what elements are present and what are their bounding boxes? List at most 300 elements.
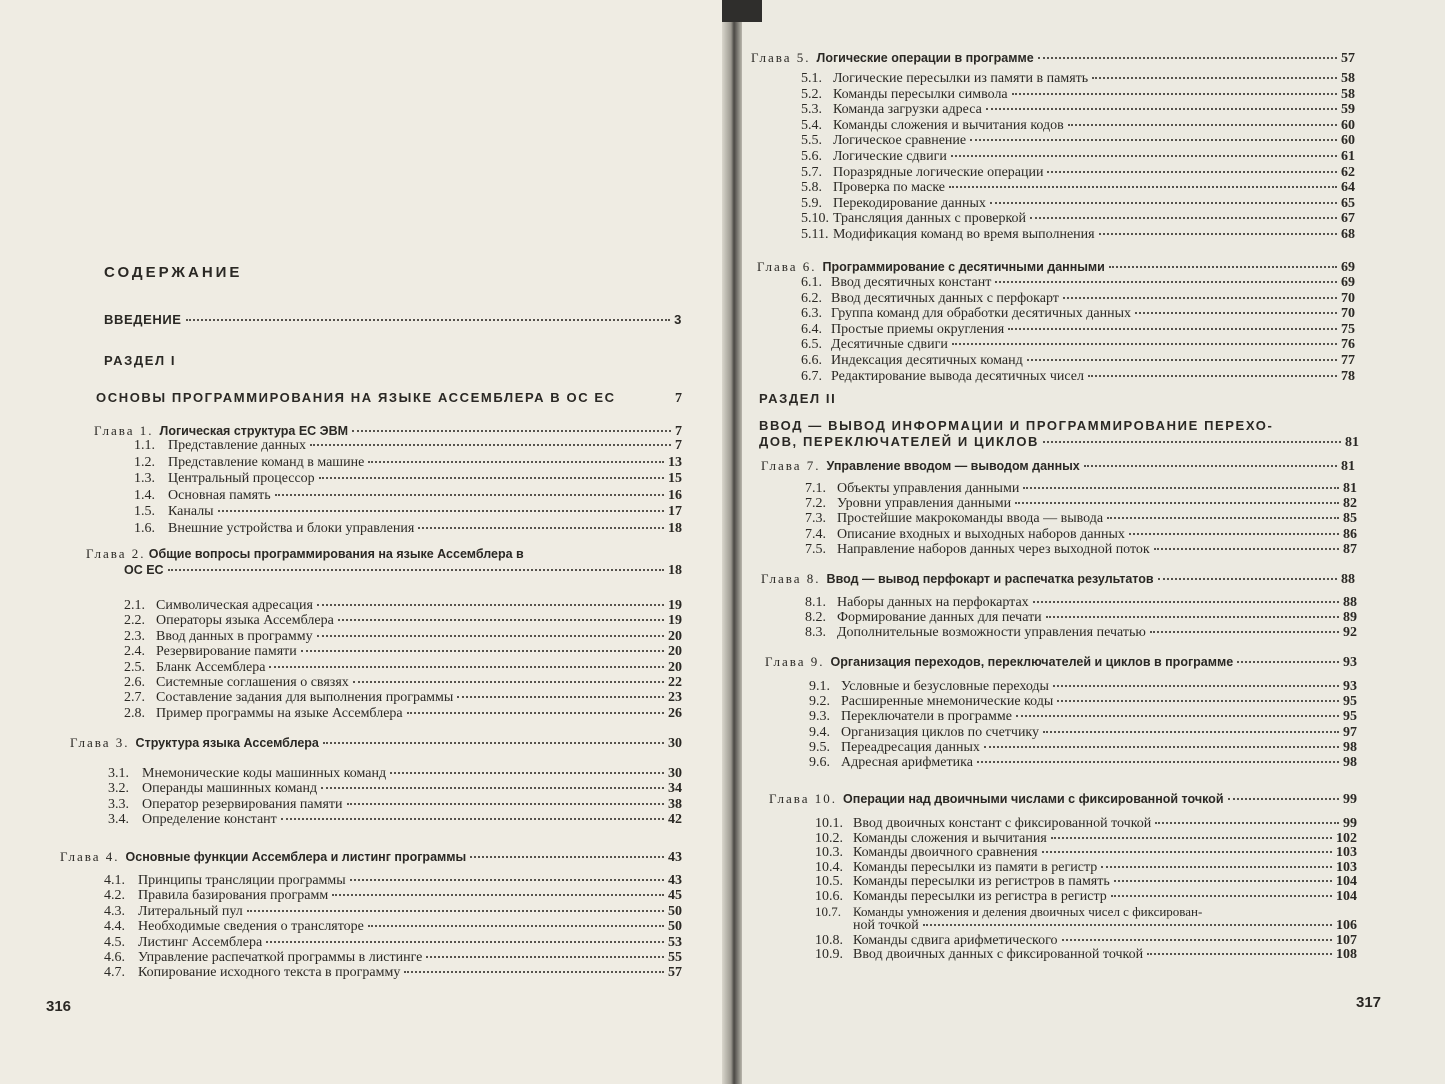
chapter-page: 93 <box>1343 655 1357 670</box>
toc-entry-text: Простые приемы округления <box>831 321 1005 337</box>
toc-entry-text: Наборы данных на перфокартах <box>837 595 1029 610</box>
toc-entry-number: 3.2. <box>108 781 129 797</box>
toc-entry-page: 13 <box>668 454 682 470</box>
toc-entry[interactable] <box>134 438 682 454</box>
toc-entry-text: Оператор резервирования памяти <box>142 796 343 812</box>
page-number-right: 317 <box>1356 994 1382 1011</box>
toc-entry-text: Ввод двоичных данных с фиксированной точкой <box>853 947 1144 963</box>
toc-entry[interactable] <box>104 904 682 920</box>
leader-dots <box>1088 375 1337 377</box>
chapter-2-heading-cont[interactable] <box>124 562 682 579</box>
toc-entry[interactable] <box>124 613 682 629</box>
toc-entry-text: Центральный процессор <box>168 471 315 487</box>
leader-dots <box>1099 233 1337 235</box>
toc-entry-number: 5.7. <box>801 164 822 180</box>
toc-entry-page: 70 <box>1341 306 1355 322</box>
toc-entry-number: 10.1. <box>815 816 843 831</box>
toc-entry-text: Направление наборов данных через выходной поток <box>837 541 1150 557</box>
toc-entry[interactable] <box>134 488 682 504</box>
chapter-title: Ввод — вывод перфокарт и распечатка результатов <box>826 572 1154 586</box>
toc-entry[interactable] <box>801 196 1355 212</box>
chapter-5-heading[interactable] <box>751 50 1355 67</box>
toc-entry-page: 85 <box>1343 511 1357 527</box>
toc-entry-number: 6.2. <box>801 290 822 306</box>
toc-entry-text: Дополнительные возможности управления печатью <box>837 625 1146 641</box>
toc-entry[interactable] <box>104 965 682 981</box>
toc-entry-page: 50 <box>668 919 682 935</box>
intro-entry[interactable] <box>104 312 682 328</box>
section1-page: 7 <box>675 391 682 406</box>
toc-entry-text: Символическая адресация <box>156 598 313 613</box>
toc-entry[interactable] <box>801 291 1355 307</box>
toc-entry[interactable] <box>801 102 1355 118</box>
toc-entry-page: 65 <box>1341 195 1355 211</box>
toc-entry[interactable] <box>805 481 1357 497</box>
leader-dots <box>275 494 664 496</box>
toc-entry[interactable] <box>124 690 682 706</box>
leader-dots <box>1027 359 1337 361</box>
toc-entry-number: 6.3. <box>801 306 822 322</box>
toc-entry-page: 55 <box>668 950 682 965</box>
toc-entry-number: 3.1. <box>108 766 129 781</box>
toc-entry[interactable] <box>801 211 1355 227</box>
toc-entry[interactable] <box>801 165 1355 181</box>
toc-entry[interactable] <box>124 629 682 645</box>
chapter-title: Логическая структура ЕС ЭВМ <box>159 424 349 438</box>
toc-entry-text: Составление задания для выполнения программы <box>156 690 454 706</box>
chapter-page: 99 <box>1343 792 1357 807</box>
chapter-title: Логические операции в программе <box>816 51 1034 65</box>
chapter-page: 57 <box>1341 51 1355 66</box>
leader-dots <box>266 941 664 943</box>
leader-dots <box>332 894 664 896</box>
toc-entry-text: Уровни управления данными <box>837 496 1012 512</box>
toc-entry[interactable] <box>801 322 1355 338</box>
chapter-title: Общие вопросы программирования на языке Ассемблера в <box>148 547 524 561</box>
toc-entry-page: 89 <box>1343 610 1357 626</box>
toc-entry[interactable] <box>809 755 1357 771</box>
leader-dots <box>418 527 664 529</box>
toc-entry-text: Команды сложения и вычитания <box>853 830 1047 846</box>
leader-dots <box>1114 880 1332 882</box>
toc-entry-number: 5.2. <box>801 86 822 102</box>
toc-entry-page: 75 <box>1341 321 1355 337</box>
leader-dots <box>1030 217 1337 219</box>
leader-dots <box>977 761 1339 763</box>
toc-entry[interactable] <box>108 766 682 782</box>
toc-entry-page: 67 <box>1341 211 1355 227</box>
leader-dots <box>990 202 1337 204</box>
chapter-title-cont: ОС ЕС <box>124 563 164 577</box>
leader-dots <box>949 186 1337 188</box>
toc-entry-number: 10.4. <box>815 859 843 875</box>
chapter-9-heading[interactable] <box>765 654 1357 671</box>
toc-entry-page: 19 <box>668 613 682 629</box>
toc-entry-text: Необходимые сведения о трансляторе <box>138 919 364 935</box>
toc-entry-page: 19 <box>668 598 682 613</box>
toc-entry-text: Команды пересылки символа <box>833 86 1008 102</box>
toc-entry-page: 43 <box>668 873 682 888</box>
toc-entry[interactable] <box>815 889 1357 905</box>
toc-entry-text: Резервирование памяти <box>156 644 297 660</box>
toc-entry-page: 23 <box>668 690 682 706</box>
toc-entry[interactable] <box>815 845 1357 861</box>
toc-entry-number: 5.8. <box>801 180 822 196</box>
toc-entry-page: 86 <box>1343 526 1357 542</box>
toc-entry-number: 9.5. <box>809 739 830 755</box>
toc-entry-number: 10.7. <box>815 903 841 919</box>
leader-dots <box>470 856 664 858</box>
toc-entry[interactable] <box>815 860 1357 876</box>
leader-dots <box>1147 953 1332 955</box>
toc-entry-page: 92 <box>1343 625 1357 641</box>
toc-entry[interactable] <box>104 873 682 889</box>
chapter-page: 18 <box>668 563 682 578</box>
toc-entry[interactable] <box>108 812 682 828</box>
toc-entry-text: Проверка по маске <box>833 180 946 196</box>
toc-entry-number: 7.3. <box>805 511 826 527</box>
toc-entry-text: Операнды машинных команд <box>142 781 318 797</box>
toc-entry-page: 77 <box>1341 353 1355 368</box>
toc-entry[interactable] <box>815 933 1357 949</box>
toc-entry-text: Ввод двоичных констант с фиксированной точкой <box>853 816 1152 831</box>
toc-entry-number: 1.5. <box>134 504 155 520</box>
leader-dots <box>1046 616 1339 618</box>
toc-entry-text: Основная память <box>168 487 271 503</box>
toc-entry-page: 42 <box>668 812 682 828</box>
leader-dots <box>426 956 664 958</box>
toc-entry-number: 10.9. <box>815 947 843 963</box>
toc-entry-page: 61 <box>1341 149 1355 164</box>
toc-entry-page: 99 <box>1343 816 1357 831</box>
toc-entry[interactable] <box>801 149 1355 165</box>
chapter-page: 43 <box>668 850 682 865</box>
leader-dots <box>1015 502 1339 504</box>
toc-entry-page: 22 <box>668 675 682 690</box>
toc-entry-text: Адресная арифметика <box>841 755 973 770</box>
toc-entry[interactable] <box>801 227 1355 243</box>
toc-entry[interactable] <box>104 919 682 935</box>
leader-dots <box>338 619 664 621</box>
leader-dots <box>1051 837 1332 839</box>
toc-entry-text: Принципы трансляции программы <box>138 873 346 888</box>
toc-entry[interactable] <box>108 797 682 813</box>
toc-entry-page: 34 <box>668 781 682 797</box>
toc-entry-number: 9.6. <box>809 755 830 770</box>
toc-entry-text: Ввод десятичных констант <box>831 275 992 290</box>
toc-entry[interactable] <box>124 644 682 660</box>
chapter-2-heading[interactable] <box>86 546 524 562</box>
chapter-4-heading[interactable] <box>60 849 682 866</box>
toc-entry-number: 10.5. <box>815 874 843 890</box>
leader-dots <box>1053 685 1339 687</box>
toc-entry[interactable] <box>805 527 1357 543</box>
leader-dots <box>1154 548 1339 550</box>
chapter-title: Программирование с десятичными данными <box>822 260 1105 274</box>
leader-dots <box>353 681 664 683</box>
toc-entry-page: 57 <box>668 965 682 981</box>
toc-entry-number: 10.8. <box>815 932 843 948</box>
chapter-label: Глава 7. <box>761 458 821 473</box>
chapter-6-heading[interactable] <box>757 259 1355 276</box>
toc-entry-page: 103 <box>1336 845 1357 861</box>
toc-entry-number: 10.6. <box>815 889 843 904</box>
toc-entry-number: 2.8. <box>124 705 145 721</box>
toc-entry[interactable] <box>805 511 1357 527</box>
section1-entry[interactable] <box>96 389 682 407</box>
toc-entry-page: 87 <box>1343 541 1357 557</box>
toc-entry-number: 6.6. <box>801 353 822 368</box>
toc-entry[interactable] <box>801 353 1355 369</box>
toc-entry[interactable] <box>134 471 682 487</box>
toc-entry-text: ной точкой <box>853 918 919 934</box>
toc-entry-page: 81 <box>1343 481 1357 496</box>
toc-entry[interactable] <box>104 888 682 904</box>
toc-entry[interactable] <box>809 694 1357 710</box>
section1-title: ОСНОВЫ ПРОГРАММИРОВАНИЯ НА ЯЗЫКЕ АССЕМБЛЕРА В ОС ЕС <box>96 390 616 405</box>
leader-dots <box>1042 851 1332 853</box>
section2-entry[interactable] <box>759 433 1359 451</box>
toc-entry-page: 106 <box>1336 918 1357 934</box>
toc-entry-number: 4.3. <box>104 903 125 919</box>
toc-entry[interactable] <box>134 521 682 537</box>
toc-entry-text: Объекты управления данными <box>837 481 1020 496</box>
toc-entry-number: 1.3. <box>134 471 155 487</box>
leader-dots <box>350 879 664 881</box>
toc-entry-number: 3.4. <box>108 812 129 828</box>
toc-entry-number: 5.11. <box>801 227 829 242</box>
toc-entry[interactable] <box>801 87 1355 103</box>
toc-entry[interactable] <box>801 180 1355 196</box>
toc-entry-text: Трансляция данных с проверкой <box>833 211 1027 227</box>
leader-dots <box>1023 487 1339 489</box>
toc-entry-page: 50 <box>668 903 682 919</box>
toc-entry-text: Команды пересылки из памяти в регистр <box>853 859 1098 875</box>
toc-entry[interactable] <box>809 709 1357 725</box>
toc-entry[interactable] <box>801 71 1355 87</box>
toc-entry[interactable] <box>809 725 1357 741</box>
toc-entry-page: 18 <box>668 521 682 536</box>
leader-dots <box>923 924 1332 926</box>
intro-text: ВВЕДЕНИЕ <box>104 312 182 327</box>
leader-dots <box>952 343 1337 345</box>
leader-dots <box>281 818 664 820</box>
toc-entry-page: 45 <box>668 888 682 904</box>
leader-dots <box>310 444 671 446</box>
toc-entry-text: Представление команд в машине <box>168 454 365 470</box>
toc-entry-text: Поразрядные логические операции <box>833 164 1044 180</box>
toc-entry-text: Определение констант <box>142 812 277 828</box>
toc-entry-text: Литеральный пул <box>138 903 243 919</box>
toc-entry[interactable] <box>108 781 682 797</box>
toc-entry-page: 76 <box>1341 337 1355 353</box>
chapter-title: Структура языка Ассемблера <box>135 736 319 750</box>
toc-entry-text: Копирование исходного текста в программу <box>138 965 401 981</box>
page-number-left: 316 <box>46 998 72 1015</box>
toc-entry-number: 1.6. <box>134 521 155 536</box>
toc-entry-page: 20 <box>668 628 682 644</box>
toc-entry-page: 20 <box>668 659 682 675</box>
toc-entry-number: 4.6. <box>104 950 125 965</box>
leader-dots <box>1033 601 1339 603</box>
toc-entry-text: Условные и безусловные переходы <box>841 679 1049 694</box>
toc-entry-page: 59 <box>1341 102 1355 118</box>
toc-entry-page: 98 <box>1343 755 1357 770</box>
toc-entry[interactable] <box>853 918 1357 934</box>
toc-entry-page: 62 <box>1341 164 1355 180</box>
toc-entry-number: 5.5. <box>801 133 822 149</box>
toc-entry-text: Правила базирования программ <box>138 888 329 904</box>
chapter-label: Глава 4. <box>60 849 120 864</box>
toc-entry[interactable] <box>124 706 682 722</box>
leader-dots <box>407 712 664 714</box>
toc-entry[interactable] <box>805 625 1357 641</box>
toc-entry-number: 2.2. <box>124 613 145 629</box>
toc-entry-text: Системные соглашения о связях <box>156 675 349 690</box>
leader-dots <box>1237 661 1339 663</box>
toc-entry[interactable] <box>815 947 1357 963</box>
contents-title: СОДЕРЖАНИЕ <box>104 264 243 281</box>
toc-entry-number: 5.10. <box>801 211 829 227</box>
toc-entry-text: Модификация команд во время выполнения <box>833 227 1095 242</box>
toc-entry[interactable] <box>124 660 682 676</box>
leader-dots <box>1063 297 1337 299</box>
toc-entry[interactable] <box>801 275 1355 291</box>
toc-entry-number: 8.2. <box>805 610 826 626</box>
toc-entry[interactable] <box>805 595 1357 611</box>
toc-entry[interactable] <box>134 504 682 520</box>
toc-entry-number: 9.1. <box>809 679 830 694</box>
toc-entry-page: 108 <box>1336 947 1357 963</box>
toc-entry[interactable] <box>805 610 1357 626</box>
leader-dots <box>1129 533 1339 535</box>
leader-dots <box>1008 328 1337 330</box>
toc-entry[interactable] <box>124 675 682 691</box>
toc-entry-text: Переадресация данных <box>841 739 980 755</box>
leader-dots <box>1155 822 1339 824</box>
toc-entry-number: 2.4. <box>124 644 145 660</box>
toc-entry-number: 7.1. <box>805 481 826 496</box>
chapter-label: Глава 2. <box>86 546 146 561</box>
toc-entry-number: 4.2. <box>104 888 125 904</box>
toc-entry-number: 4.5. <box>104 934 125 950</box>
chapter-label: Глава 8. <box>761 571 821 586</box>
toc-entry-number: 10.2. <box>815 830 843 846</box>
toc-entry-text: Описание входных и выходных наборов данных <box>837 526 1125 542</box>
toc-entry-text: Команды двоичного сравнения <box>853 845 1038 861</box>
toc-entry-number: 7.5. <box>805 541 826 557</box>
toc-entry-number: 6.7. <box>801 368 822 384</box>
chapter-3-heading[interactable] <box>70 735 682 752</box>
toc-entry-text: Логическое сравнение <box>833 133 967 149</box>
toc-entry-text: Управление распечаткой программы в листинге <box>138 950 423 965</box>
toc-entry-text: Логические сдвиги <box>833 149 947 164</box>
toc-entry[interactable] <box>801 306 1355 322</box>
toc-entry[interactable] <box>801 118 1355 134</box>
toc-entry-number: 2.7. <box>124 690 145 706</box>
toc-entry-page: 95 <box>1343 694 1357 710</box>
toc-entry-text: Группа команд для обработки десятичных данных <box>831 306 1131 322</box>
toc-entry[interactable] <box>801 133 1355 149</box>
toc-entry[interactable] <box>805 496 1357 512</box>
toc-entry-number: 5.9. <box>801 195 822 211</box>
leader-dots <box>347 803 664 805</box>
chapter-title: Организация переходов, переключателей и циклов в программе <box>830 655 1234 669</box>
leader-dots <box>1068 124 1337 126</box>
toc-entry[interactable] <box>815 831 1357 847</box>
toc-entry[interactable] <box>815 816 1357 832</box>
chapter-10-heading[interactable] <box>769 791 1357 808</box>
toc-entry-text: Формирование данных для печати <box>837 610 1042 626</box>
toc-entry-text: Пример программы на языке Ассемблера <box>156 705 403 721</box>
toc-entry[interactable] <box>815 874 1357 890</box>
leader-dots <box>1228 798 1339 800</box>
chapter-7-heading[interactable] <box>761 458 1355 475</box>
toc-entry-page: 26 <box>668 705 682 721</box>
section1-label: РАЗДЕЛ I <box>104 353 177 368</box>
toc-entry-text: Расширенные мнемонические коды <box>841 694 1054 710</box>
chapter-page: 69 <box>1341 260 1355 275</box>
toc-entry[interactable] <box>134 455 682 471</box>
toc-entry-text: Команды пересылки из регистров в память <box>853 874 1110 890</box>
toc-entry[interactable] <box>124 598 682 614</box>
leader-dots <box>951 155 1337 157</box>
toc-entry-text: Перекодирование данных <box>833 195 986 211</box>
leader-dots <box>984 746 1339 748</box>
toc-entry-number: 4.7. <box>104 965 125 981</box>
section2-title-line1: ВВОД — ВЫВОД ИНФОРМАЦИИ И ПРОГРАММИРОВАНИЕ ПЕРЕХО- <box>759 418 1274 433</box>
toc-entry-number: 5.3. <box>801 102 822 118</box>
toc-entry-page: 103 <box>1336 859 1357 875</box>
leader-dots <box>995 281 1337 283</box>
section2-page: 81 <box>1345 435 1359 450</box>
toc-entry[interactable] <box>805 542 1357 558</box>
leader-dots <box>1109 266 1337 268</box>
toc-entry[interactable] <box>801 337 1355 353</box>
leader-dots <box>321 787 664 789</box>
toc-entry-number: 9.2. <box>809 694 830 710</box>
background-corner <box>722 0 762 22</box>
toc-entry[interactable] <box>809 740 1357 756</box>
toc-entry-page: 16 <box>668 487 682 503</box>
toc-entry-page: 93 <box>1343 679 1357 694</box>
toc-entry[interactable] <box>809 679 1357 695</box>
toc-entry-number: 6.4. <box>801 321 822 337</box>
toc-entry[interactable] <box>104 935 682 951</box>
toc-entry-number: 2.5. <box>124 659 145 675</box>
chapter-title: Основные функции Ассемблера и листинг программы <box>125 850 467 864</box>
toc-entry-number: 9.4. <box>809 724 830 740</box>
toc-entry-number: 9.3. <box>809 709 830 725</box>
toc-entry-line1: Команды умножения и деления двоичных чисел с фиксирован- <box>853 903 1203 919</box>
chapter-8-heading[interactable] <box>761 571 1355 588</box>
toc-entry[interactable] <box>104 950 682 966</box>
chapter-label: Глава 1. <box>94 423 154 438</box>
leader-dots <box>986 108 1337 110</box>
leader-dots <box>1062 939 1332 941</box>
toc-entry-number: 8.1. <box>805 595 826 610</box>
toc-entry-number: 7.2. <box>805 496 826 512</box>
toc-entry-page: 68 <box>1341 227 1355 242</box>
toc-entry-page: 97 <box>1343 724 1357 740</box>
leader-dots <box>1043 441 1341 443</box>
toc-entry[interactable] <box>801 369 1355 385</box>
chapter-title: Управление вводом — выводом данных <box>826 459 1080 473</box>
toc-entry-page: 95 <box>1343 709 1357 725</box>
toc-entry-number: 1.4. <box>134 487 155 503</box>
toc-entry-text: Ввод десятичных данных с перфокарт <box>831 290 1059 306</box>
leader-dots <box>352 430 671 432</box>
